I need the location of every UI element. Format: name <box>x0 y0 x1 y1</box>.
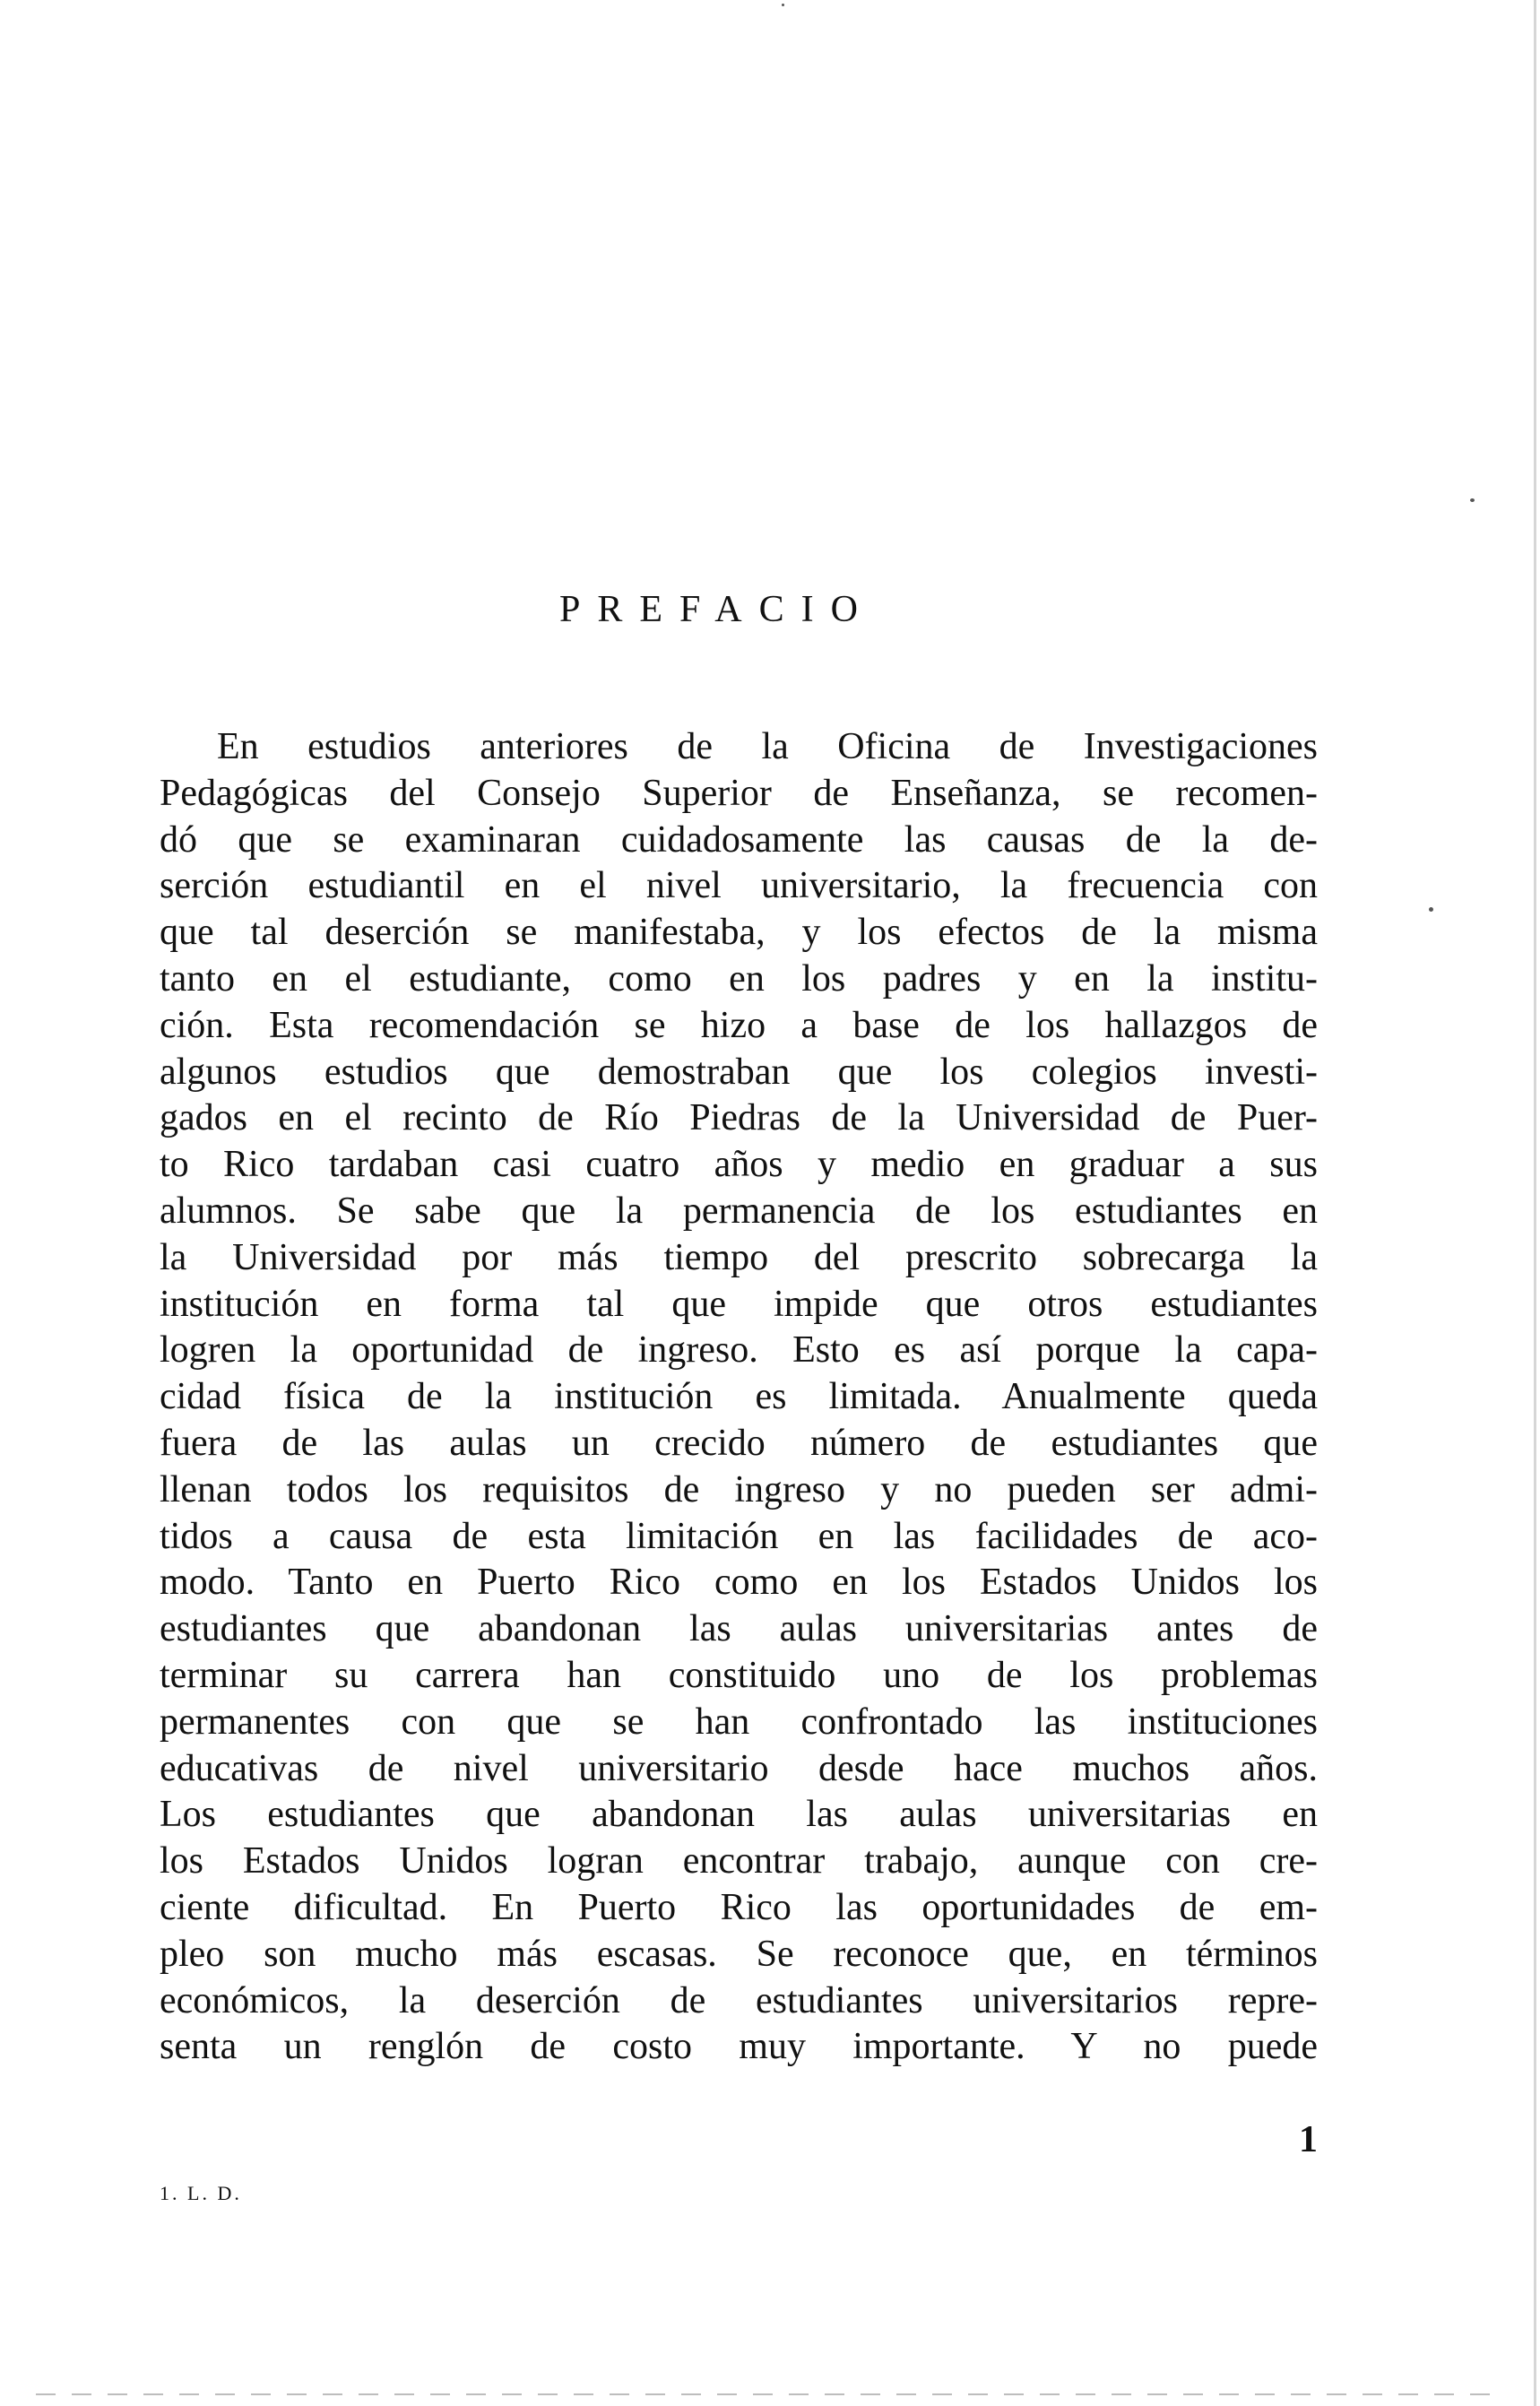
scan-speck <box>1429 907 1433 912</box>
paragraph-line: la Universidad por más tiempo del prescrito sobrecarga la <box>160 1236 1318 1278</box>
paragraph-line: pleo son mucho más escasas. Se reconoce que, en términos <box>160 1933 1318 1975</box>
page-edge-shadow <box>1534 0 1536 2406</box>
paragraph-line: serción estudiantil en el nivel universitario, la frecuencia con <box>160 865 1318 907</box>
preface-paragraph <box>160 724 1318 2071</box>
paragraph-line: ción. Esta recomendación se hizo a base de los hallazgos de <box>160 1004 1318 1046</box>
paragraph-line: dó que se examinaran cuidadosamente las causas de la de- <box>160 818 1318 861</box>
paragraph-line: alumnos. Se sabe que la permanencia de los estudiantes en <box>160 1190 1318 1232</box>
paragraph-line: ciente dificultad. En Puerto Rico las oportunidades de em- <box>160 1886 1318 1928</box>
paragraph-line: económicos, la deserción de estudiantes universitarios repre- <box>160 1979 1318 2021</box>
signature-mark: 1. L. D. <box>160 2182 242 2204</box>
paragraph-line: Los estudiantes que abandonan las aulas universitarias en <box>160 1794 1318 1836</box>
page-title: PREFACIO <box>559 589 875 630</box>
paragraph-line: senta un renglón de costo muy importante. Y no puede <box>160 2026 1318 2068</box>
paragraph-line: estudiantes que abandonan las aulas universitarias antes de <box>160 1608 1318 1650</box>
page-bottom-edge <box>36 2393 1506 2395</box>
paragraph-line: educativas de nivel universitario desde hace muchos años. <box>160 1747 1318 1789</box>
scan-speck <box>782 4 784 6</box>
paragraph-line: gados en el recinto de Río Piedras de la Universidad de Puer- <box>160 1097 1318 1139</box>
paragraph-line: tidos a causa de esta limitación en las facilidades de aco- <box>160 1515 1318 1557</box>
paragraph-line: los Estados Unidos logran encontrar trabajo, aunque con cre- <box>160 1840 1318 1882</box>
scan-speck <box>1470 498 1475 502</box>
paragraph-line: logren la oportunidad de ingreso. Esto es así porque la capa- <box>160 1329 1318 1372</box>
paragraph-line: que tal deserción se manifestaba, y los efectos de la misma <box>160 912 1318 954</box>
paragraph-line: En estudios anteriores de la Oficina de Investigaciones <box>217 726 1318 767</box>
paragraph-line: permanentes con que se han confrontado las instituciones <box>160 1701 1318 1743</box>
paragraph-line: cidad física de la institución es limitada. Anualmente queda <box>160 1376 1318 1418</box>
paragraph-line: modo. Tanto en Puerto Rico como en los Estados Unidos los <box>160 1562 1318 1604</box>
page-number: 1 <box>1299 2119 1318 2160</box>
paragraph-line: tanto en el estudiante, como en los padres y en la institu- <box>160 957 1318 1000</box>
paragraph-line: algunos estudios que demostraban que los colegios investi- <box>160 1051 1318 1093</box>
paragraph-line: Pedagógicas del Consejo Superior de Enseñanza, se recomen- <box>160 772 1318 814</box>
paragraph-line: llenan todos los requisitos de ingreso y no pueden ser admi- <box>160 1468 1318 1510</box>
paragraph-line: terminar su carrera han constituido uno de los problemas <box>160 1654 1318 1696</box>
paragraph-line: to Rico tardaban casi cuatro años y medio en graduar a sus <box>160 1144 1318 1186</box>
paragraph-line: fuera de las aulas un crecido número de estudiantes que <box>160 1422 1318 1464</box>
paragraph-line: institución en forma tal que impide que otros estudiantes <box>160 1283 1318 1325</box>
